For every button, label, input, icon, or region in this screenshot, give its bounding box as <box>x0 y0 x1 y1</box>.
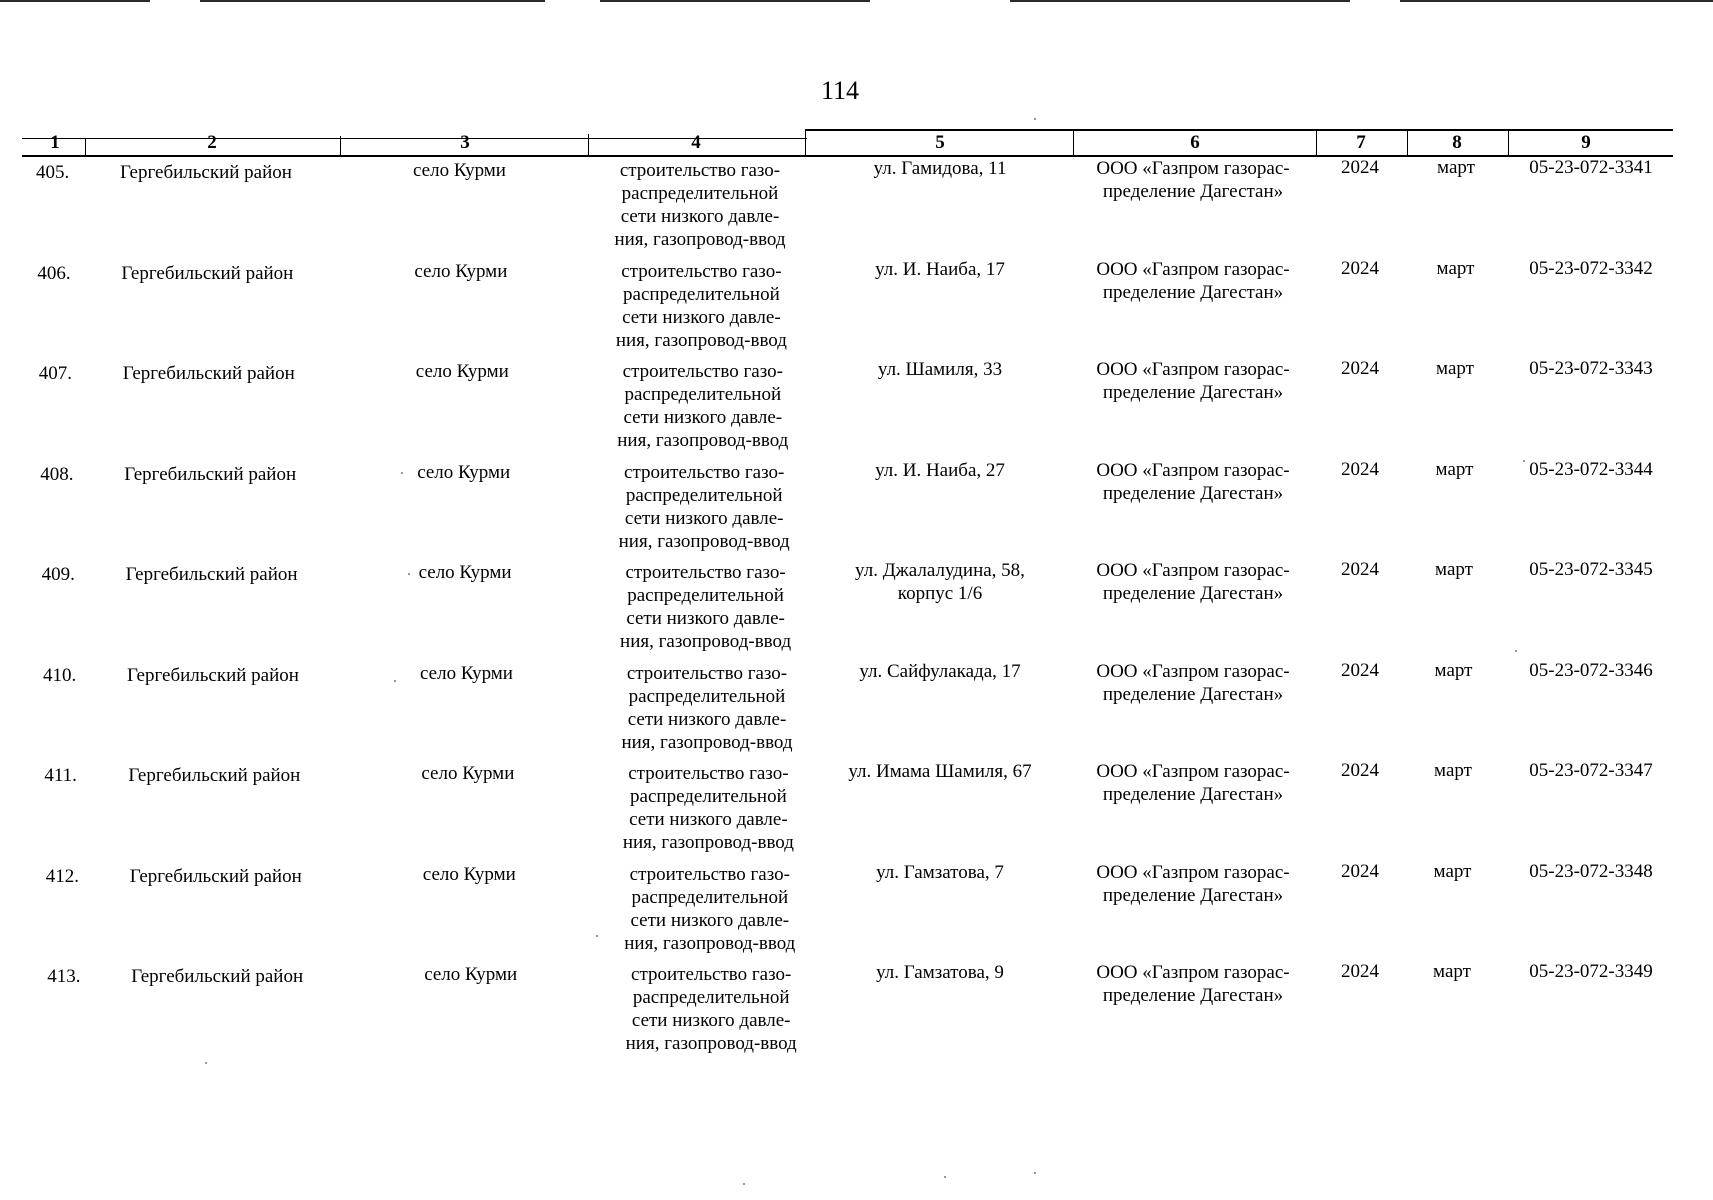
year-cell: 2024 <box>1341 358 1379 379</box>
organization-line: пределение Дагестан» <box>1102 483 1284 504</box>
row-number: 406. <box>37 263 71 284</box>
address-line: ул. Сайфулакада, 17 <box>859 661 1021 682</box>
settlement-cell: село Курми <box>422 864 516 885</box>
organization-line: ООО «Газпром газорас- <box>1096 962 1290 983</box>
page-number: 114 <box>820 76 860 105</box>
row-number: 409. <box>41 564 75 585</box>
district-cell: Гергебильский район <box>124 464 297 485</box>
column-header-7: 7 <box>1356 132 1366 153</box>
year-cell: 2024 <box>1341 258 1379 279</box>
scan-speck <box>944 1176 946 1178</box>
address-line: ул. Имама Шамиля, 67 <box>848 761 1032 782</box>
work-description-line: ния, газопровод-ввод <box>624 933 796 954</box>
work-description-line: строительство газо- <box>631 964 792 985</box>
work-description-line: строительство газо- <box>628 763 789 784</box>
address-line: ул. Гамидова, 11 <box>873 158 1007 179</box>
column-header-1: 1 <box>50 132 60 153</box>
scan-speck <box>596 935 598 937</box>
permit-code-cell: 05-23-072-3349 <box>1529 961 1653 982</box>
settlement-cell: село Курми <box>424 964 518 985</box>
header-divider <box>1508 129 1509 156</box>
work-description-line: сети низкого давле- <box>630 910 790 931</box>
row-number: 405. <box>36 162 70 183</box>
organization-line: ООО «Газпром газорас- <box>1096 761 1290 782</box>
permit-code-cell: 05-23-072-3346 <box>1529 660 1653 681</box>
address-line: ул. Джалалудина, 58, <box>855 560 1025 581</box>
scan-speck <box>1034 1172 1036 1174</box>
work-description-line: ния, газопровод-ввод <box>614 229 786 250</box>
header-divider <box>1316 129 1317 156</box>
settlement-cell: село Курми <box>414 261 508 282</box>
work-description-line: распределительной <box>625 485 783 506</box>
work-description-line: сети низкого давле- <box>622 307 781 328</box>
work-description-line: распределительной <box>623 284 780 305</box>
address-line: ул. И. Наиба, 27 <box>875 460 1005 481</box>
scan-speck <box>408 573 410 575</box>
scan-speck <box>394 680 396 682</box>
month-cell: март <box>1435 559 1473 580</box>
month-cell: март <box>1434 660 1473 681</box>
work-description-line: распределительной <box>628 686 786 707</box>
header-divider <box>340 136 341 156</box>
organization-line: ООО «Газпром газорас- <box>1096 862 1290 883</box>
column-header-9: 9 <box>1581 132 1591 153</box>
row-number: 408. <box>40 464 74 485</box>
column-header-4: 4 <box>691 132 701 153</box>
work-description-line: ния, газопровод-ввод <box>622 832 794 853</box>
work-description-line: распределительной <box>621 183 779 204</box>
row-number: 413. <box>47 966 81 987</box>
year-cell: 2024 <box>1341 961 1379 982</box>
work-description-line: строительство газо- <box>624 462 785 483</box>
work-description-line: распределительной <box>624 384 782 405</box>
work-description-line: распределительной <box>627 585 784 606</box>
work-description-line: ния, газопровод-ввод <box>615 330 787 351</box>
organization-line: пределение Дагестан» <box>1102 684 1284 705</box>
scan-speck <box>1523 460 1525 462</box>
header-divider <box>1073 129 1074 156</box>
district-cell: Гергебильский район <box>129 866 302 887</box>
row-number: 412. <box>45 866 80 887</box>
district-cell: Гергебильский район <box>131 966 304 987</box>
year-cell: 2024 <box>1341 760 1379 781</box>
organization-line: пределение Дагестан» <box>1102 784 1284 805</box>
work-description-line: ния, газопровод-ввод <box>620 631 792 652</box>
work-description-line: строительство газо- <box>629 864 790 885</box>
permit-code-cell: 05-23-072-3342 <box>1529 258 1653 279</box>
settlement-cell: село Курми <box>418 562 512 583</box>
organization-line: ООО «Газпром газорас- <box>1096 158 1290 179</box>
column-header-2: 2 <box>207 132 217 153</box>
organization-line: пределение Дагестан» <box>1102 382 1284 403</box>
month-cell: март <box>1436 358 1474 379</box>
scan-speck <box>1034 118 1036 120</box>
organization-line: пределение Дагестан» <box>1102 885 1284 906</box>
permit-code-cell: 05-23-072-3344 <box>1529 459 1653 480</box>
permit-code-cell: 05-23-072-3341 <box>1529 157 1653 178</box>
month-cell: март <box>1437 157 1475 178</box>
year-cell: 2024 <box>1341 459 1379 480</box>
scan-speck <box>205 1062 207 1064</box>
permit-code-cell: 05-23-072-3345 <box>1529 559 1653 580</box>
organization-line: ООО «Газпром газорас- <box>1096 460 1290 481</box>
work-description-line: сети низкого давле- <box>627 709 787 730</box>
permit-code-cell: 05-23-072-3348 <box>1529 861 1653 882</box>
settlement-cell: село Курми <box>421 763 515 784</box>
scan-speck <box>743 1183 745 1185</box>
month-cell: март <box>1433 961 1471 982</box>
scan-edge <box>1010 0 1350 2</box>
scan-edge <box>200 0 545 2</box>
district-cell: Гергебильский район <box>125 564 298 585</box>
work-description-line: сети низкого давле- <box>624 508 784 529</box>
settlement-cell: село Курми <box>415 361 509 382</box>
address-line: корпус 1/6 <box>897 583 983 604</box>
month-cell: март <box>1436 258 1475 279</box>
settlement-cell: село Курми <box>413 160 506 181</box>
district-cell: Гергебильский район <box>128 765 301 786</box>
work-description-line: распределительной <box>630 786 787 807</box>
year-cell: 2024 <box>1341 559 1379 580</box>
organization-line: ООО «Газпром газорас- <box>1096 259 1290 280</box>
header-divider <box>588 134 589 156</box>
work-description-line: строительство газо- <box>621 261 782 282</box>
district-cell: Гергебильский район <box>127 665 299 686</box>
permit-code-cell: 05-23-072-3343 <box>1529 358 1653 379</box>
district-cell: Гергебильский район <box>120 162 292 183</box>
header-divider <box>1407 129 1408 156</box>
scan-edge <box>600 0 870 2</box>
work-description-line: сети низкого давле- <box>620 206 780 227</box>
month-cell: март <box>1435 459 1474 480</box>
row-number: 407. <box>38 363 73 384</box>
work-description-line: строительство газо- <box>619 160 781 181</box>
work-description-line: строительство газо- <box>626 663 788 684</box>
scan-edge <box>1400 0 1713 2</box>
work-description-line: сети низкого давле- <box>623 407 783 428</box>
work-description-line: сети низкого давле- <box>631 1010 791 1031</box>
settlement-cell: село Курми <box>420 663 513 684</box>
row-number: 411. <box>44 765 77 786</box>
work-description-line: ния, газопровод-ввод <box>617 430 789 451</box>
month-cell: март <box>1434 760 1472 781</box>
year-cell: 2024 <box>1341 660 1379 681</box>
year-cell: 2024 <box>1341 157 1379 178</box>
organization-line: пределение Дагестан» <box>1102 181 1284 202</box>
column-header-8: 8 <box>1452 132 1462 153</box>
work-description-line: сети низкого давле- <box>629 809 788 830</box>
organization-line: пределение Дагестан» <box>1102 985 1284 1006</box>
permit-code-cell: 05-23-072-3347 <box>1529 760 1653 781</box>
scan-speck <box>1515 650 1517 652</box>
organization-line: ООО «Газпром газорас- <box>1096 560 1290 581</box>
year-cell: 2024 <box>1341 861 1379 882</box>
column-header-5: 5 <box>935 132 945 153</box>
column-header-6: 6 <box>1190 132 1200 153</box>
work-description-line: ния, газопровод-ввод <box>621 732 793 753</box>
header-top-line <box>805 129 1673 131</box>
organization-line: ООО «Газпром газорас- <box>1096 359 1290 380</box>
district-cell: Гергебильский район <box>122 363 295 384</box>
district-cell: Гергебильский район <box>121 263 294 284</box>
address-line: ул. И. Наиба, 17 <box>875 259 1005 280</box>
organization-line: пределение Дагестан» <box>1102 583 1284 604</box>
settlement-cell: село Курми <box>417 462 511 483</box>
organization-line: ООО «Газпром газорас- <box>1096 661 1290 682</box>
work-description-line: строительство газо- <box>622 361 783 382</box>
address-line: ул. Шамиля, 33 <box>877 359 1003 380</box>
header-divider <box>805 129 806 156</box>
work-description-line: сети низкого давле- <box>626 608 785 629</box>
column-header-3: 3 <box>460 132 470 153</box>
work-description-line: распределительной <box>632 987 790 1008</box>
work-description-line: ния, газопровод-ввод <box>625 1033 797 1054</box>
scan-speck <box>401 472 403 474</box>
address-line: ул. Гамзатова, 7 <box>876 862 1004 883</box>
work-description-line: ния, газопровод-ввод <box>618 531 790 552</box>
row-number: 410. <box>43 665 77 686</box>
organization-line: пределение Дагестан» <box>1102 282 1284 303</box>
month-cell: март <box>1433 861 1472 882</box>
scan-edge <box>0 0 150 2</box>
work-description-line: строительство газо- <box>625 562 786 583</box>
address-line: ул. Гамзатова, 9 <box>876 962 1004 983</box>
work-description-line: распределительной <box>631 887 789 908</box>
